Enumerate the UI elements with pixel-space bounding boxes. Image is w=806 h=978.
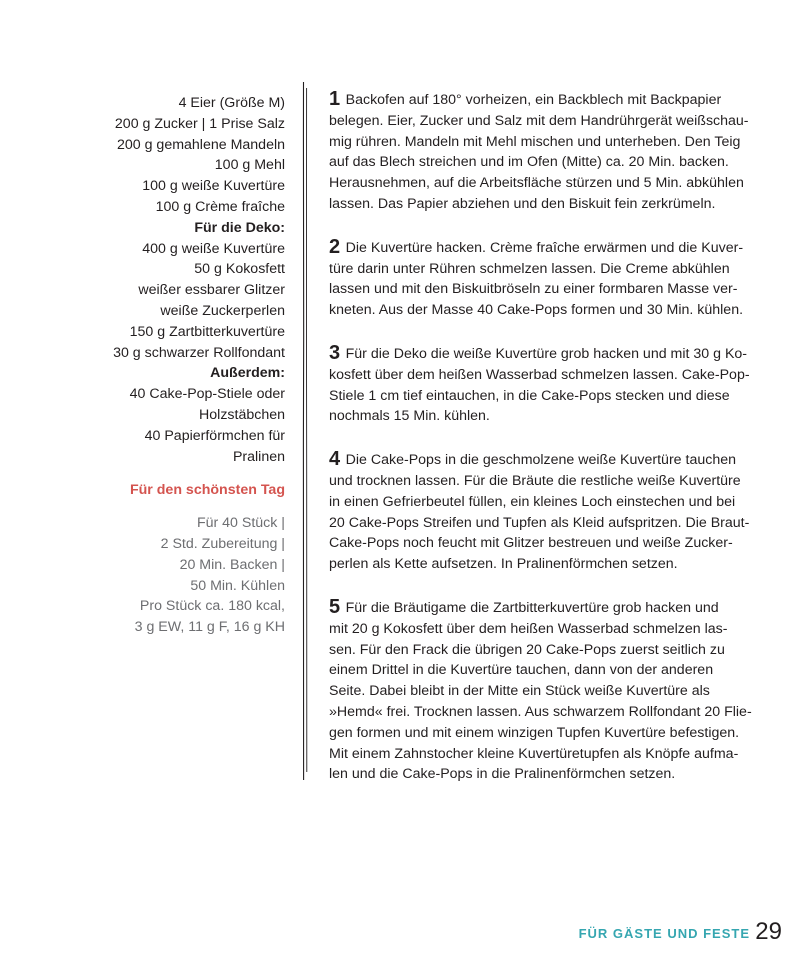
page-number: 29	[755, 918, 782, 945]
step-first-line	[329, 88, 754, 111]
step-text-line: Cake-Pops noch feucht mit Glitzer bestreuen und weiße Zucker-	[329, 535, 733, 552]
ingredient-line: 150 g Zartbitterkuvertüre	[129, 323, 285, 340]
ingredients-list	[60, 93, 285, 638]
step-text-line: und trocknen lassen. Für die Bräute die restliche weiße Kuvertüre	[329, 472, 741, 489]
step-text-line: Herausnehmen, auf die Arbeitsfläche stürzen und 5 Min. abkühlen	[329, 175, 744, 192]
ingredient-line: 4 Eier (Größe M)	[178, 95, 285, 111]
ingredient-line: weißer essbarer Glitzer	[138, 282, 285, 299]
step-text-line: mit 20 g Kokosfett über dem heißen Wasserbad schmelzen las-	[329, 620, 728, 637]
ingredient-group-heading: Außerdem:	[210, 365, 285, 382]
step-text-line: Für die Bräutigame die Zartbitterkuvertüre grob hacken und	[345, 599, 719, 616]
step-1	[329, 88, 754, 215]
step-text-line: Die Cake-Pops in die geschmolzene weiße Kuvertüre tauchen	[345, 452, 736, 469]
step-text-line: Seite. Dabei bleibt in der Mitte ein Stück weiße Kuvertüre als	[329, 683, 710, 700]
step-number: 4	[329, 448, 340, 471]
meta-line: 3 g EW, 11 g F, 16 g KH	[134, 619, 285, 636]
ingredient-line: 100 g Crème fraîche	[155, 198, 285, 215]
step-first-line	[329, 596, 754, 619]
ingredient-lines	[60, 93, 285, 467]
step-text-line: mig rühren. Mandeln mit Mehl mischen und unterheben. Den Teig	[329, 133, 741, 150]
step-text-line: perlen als Kette aufsetzen. In Pralinenförmchen setzen.	[329, 556, 678, 573]
ingredient-line: Pralinen	[232, 448, 285, 465]
step-text-line: in einen Gefrierbeutel füllen, ein kleines Loch einstechen und bei	[329, 493, 736, 510]
ingredient-line: Holzstäbchen	[199, 406, 285, 423]
step-text-line: nochmals 15 Min. kühlen.	[329, 408, 490, 425]
step-first-line	[329, 448, 754, 471]
ingredient-line: 400 g weiße Kuvertüre	[142, 240, 285, 257]
step-3	[329, 342, 754, 427]
step-text-line: kneten. Aus der Masse 40 Cake-Pops formen und 30 Min. kühlen.	[329, 302, 744, 319]
step-text-line: gen formen und mit einem winzigen Tupfen Kuvertüre befestigen.	[329, 724, 740, 741]
step-first-line	[329, 236, 754, 259]
ingredient-line: 40 Cake-Pop-Stiele oder	[129, 386, 285, 403]
ingredient-line: 200 g gemahlene Mandeln	[116, 136, 285, 153]
step-text-line: »Hemd« frei. Trocknen lassen. Aus schwarzem Rollfondant 20 Flie-	[329, 703, 752, 720]
meta-line: 50 Min. Kühlen	[190, 577, 285, 594]
meta-line: 20 Min. Backen |	[179, 556, 285, 573]
recipe-meta	[60, 513, 285, 638]
ingredient-line: weiße Zuckerperlen	[160, 302, 285, 319]
step-number: 1	[329, 88, 340, 110]
step-text-line: Backofen auf 180° vorheizen, ein Backblech mit Backpapier	[345, 92, 722, 108]
step-text-line: Stiele 1 cm tief eintauchen, in die Cake-Pops stecken und diese	[329, 387, 730, 404]
meta-line: 2 Std. Zubereitung |	[160, 535, 285, 552]
step-number: 2	[329, 235, 340, 258]
recipe-tagline: Für den schönsten Tag	[129, 482, 285, 499]
meta-line: Für 40 Stück |	[196, 515, 285, 532]
step-number: 3	[329, 341, 340, 364]
ingredient-line: 200 g Zucker | 1 Prise Salz	[114, 115, 285, 132]
ingredient-group-heading: Für die Deko:	[194, 219, 285, 236]
hand-drawn-divider	[301, 82, 309, 780]
ingredient-line: 100 g weiße Kuvertüre	[142, 178, 285, 195]
step-text-line: lassen und mit den Biskuitbröseln zu einer formbaren Masse ver-	[329, 281, 738, 298]
ingredient-line: 40 Papierförmchen für	[144, 427, 285, 444]
step-text-line: 20 Cake-Pops Streifen und Tupfen als Kleid aufspritzen. Die Braut-	[329, 514, 750, 531]
step-2	[329, 236, 754, 321]
step-text-line: kosfett über dem heißen Wasserbad schmelzen lassen. Cake-Pop-	[329, 366, 750, 383]
step-4	[329, 448, 754, 575]
step-text-line: Mit einem Zahnstocher kleine Kuvertüretupfen als Knöpfe aufma-	[329, 745, 739, 762]
step-text-line: einem Drittel in die Kuvertüre tauchen, dann von der anderen	[329, 662, 714, 679]
meta-line: Pro Stück ca. 180 kcal,	[139, 598, 285, 615]
ingredient-line: 30 g schwarzer Rollfondant	[113, 344, 285, 361]
step-text-line: Die Kuvertüre hacken. Crème fraîche erwärmen und die Kuver-	[345, 239, 744, 256]
instruction-steps	[329, 88, 754, 806]
step-text-line: len und die Cake-Pops in die Pralinenförmchen setzen.	[329, 766, 676, 783]
section-title: FÜR GÄSTE UND FESTE	[578, 926, 750, 941]
step-text-line: sen. Für den Frack die übrigen 20 Cake-Pops zuerst seitlich zu	[329, 641, 725, 658]
step-first-line	[329, 342, 754, 365]
step-5	[329, 596, 754, 785]
step-text-line: Für die Deko die weiße Kuvertüre grob hacken und mit 30 g Ko-	[345, 345, 748, 362]
step-text-line: auf das Blech streichen und im Ofen (Mitte) ca. 20 Min. backen.	[329, 154, 729, 171]
ingredient-line: 50 g Kokosfett	[194, 261, 285, 278]
ingredient-line: 100 g Mehl	[214, 157, 285, 174]
step-text-line: belegen. Eier, Zucker und Salz mit dem Handrührgerät weißschau-	[329, 112, 749, 129]
step-number: 5	[329, 595, 340, 618]
step-text-line: lassen. Das Papier abziehen und den Biskuit fein zerkrümeln.	[329, 195, 716, 212]
step-text-line: türe darin unter Rühren schmelzen lassen. Die Creme abkühlen	[329, 260, 730, 277]
